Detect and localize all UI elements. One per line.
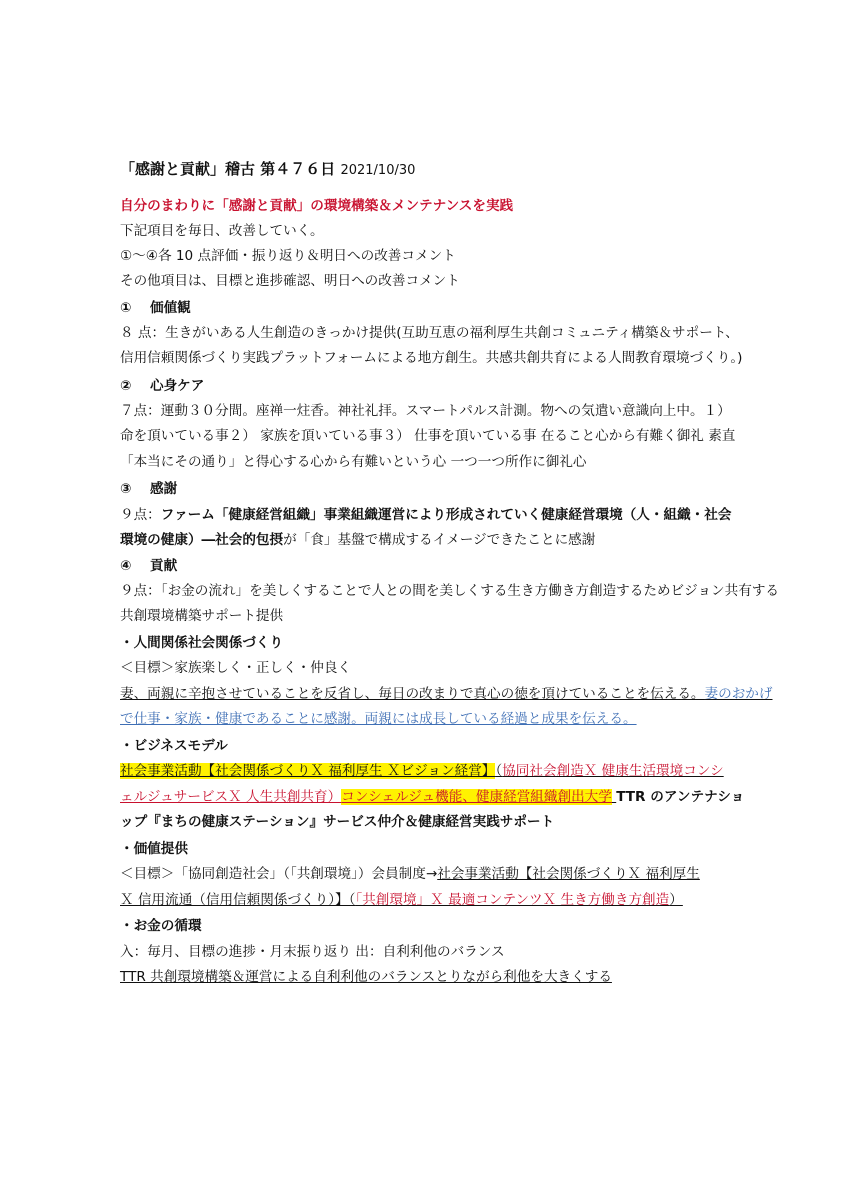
value-trust: Ｘ 信用流通（信用信頼関係づくり）】（ (120, 892, 356, 908)
value-heading: ・価値提供 (120, 841, 188, 857)
business-line-1 (120, 762, 724, 780)
business-line-3: ップ『まちの健康ステーション』サービス仲介＆健康経営実践サポート (120, 814, 555, 830)
relations-text: 妻、両親に辛抱させていることを反省し、毎日の改まりで真心の徳を頂けていることを伝える。 (120, 686, 705, 702)
relations-heading: ・人間関係社会関係づくり (120, 635, 284, 651)
care-line-1: ７点：運動３０分間。座禅一炷香。神社礼拝。スマートパルス計測。物への気遣い意識向上中。１） (120, 403, 731, 419)
value-activity: 社会事業活動【社会関係づくりＸ 福利厚生 (437, 866, 700, 882)
business-line-2 (120, 788, 744, 806)
page-title (120, 160, 415, 180)
section-heading-text: 感謝 (150, 481, 178, 497)
section-heading-gratitude (120, 480, 177, 498)
gratitude-bold-1: ファーム「健康経営組織」事業組織運営により形成されていく健康経営環境（人・組織・社会 (160, 507, 732, 523)
contribution-line-1: ９点：「お金の流れ」を美しくすることで人との間を美しくする生き方働き方創造するためビジョン共有する (120, 583, 780, 599)
business-red-1: 協同社会創造Ｘ 健康生活環境コンシ (502, 763, 724, 779)
intro-line-1: 下記項目を毎日、改善していく。 (120, 223, 324, 239)
gratitude-line-1 (120, 506, 731, 524)
money-heading: ・お金の循環 (120, 918, 202, 934)
intro-line-3: その他項目は、目標と進捗確認、明日への改善コメント (120, 273, 460, 289)
relations-goal: ＜目標＞家族楽しく・正しく・仲良く (120, 660, 352, 676)
title-date: 2021/10/30 (340, 163, 416, 178)
value-line-1 (120, 865, 700, 883)
section-heading-text: 価値観 (150, 300, 191, 316)
value-line-2 (120, 891, 683, 909)
business-paren: （ (495, 763, 503, 779)
value-goal: ＜目標＞「協同創造社会」（「共創環境」）会員制度→ (120, 866, 438, 882)
value-close: ） (669, 892, 683, 908)
business-ttr: TTR のアンテナショ (616, 789, 745, 805)
money-line-1: 入：毎月、目標の進捗・月末振り返り 出：自利利他のバランス (120, 944, 505, 960)
gratitude-bold-2: 環境の健康）―社会的包摂 (120, 532, 284, 548)
care-line-2: 命を頂いている事２） 家族を頂いている事３） 仕事を頂いている事 在ること心から有難く御礼 素直 (120, 428, 736, 444)
relations-line-2: で仕事・家族・健康であることに感謝。両親には成長している経過と成果を伝える。 (120, 711, 637, 727)
business-heading: ・ビジネスモデル (120, 738, 228, 754)
gratitude-rest: が「食」基盤で構成するイメージできたことに感謝 (283, 532, 596, 548)
business-highlight-2: コンシェルジュ機能、健康経営組織創出大学 (341, 789, 612, 805)
intro-line-2: ①～④各 10 点評価・振り返り＆明日への改善コメント (120, 248, 456, 264)
business-highlight-1: 社会事業活動【社会関係づくりＸ 福利厚生 Ｘビジョン経営】 (120, 763, 496, 779)
theme-line: 自分のまわりに「感謝と貢献」の環境構築＆メンテナンスを実践 (120, 198, 514, 214)
section-number: ④ (120, 558, 132, 574)
section-number: ③ (120, 481, 132, 497)
section-number: ① (120, 300, 132, 316)
section-number: ② (120, 378, 132, 394)
gratitude-line-2 (120, 531, 595, 549)
section-heading-text: 貢献 (150, 558, 178, 574)
values-line-1: ８ 点：生きがいある人生創造のきっかけ提供(互助互恵の福利厚生共創コミュニティ構築＆サポート、 (120, 325, 739, 341)
value-red: 「共創環境」Ｘ 最適コンテンツＸ 生き方働き方創造 (355, 892, 670, 908)
gratitude-score: ９点： (120, 507, 161, 523)
business-red-2: ェルジュサービスＸ 人生共創共育） (120, 789, 342, 805)
section-heading-values (120, 299, 191, 317)
contribution-line-2: 共創環境構築サポート提供 (120, 608, 284, 624)
title-text: 「感謝と貢献」稽古 第４７６日 (120, 160, 336, 178)
values-line-2: 信用信頼関係づくり実践プラットフォームによる地方創生。共感共創共育による人間教育環境づくり。) (120, 350, 743, 366)
section-heading-contribution (120, 557, 177, 575)
section-heading-care (120, 377, 204, 395)
relations-line-1 (120, 685, 773, 703)
care-line-3: 「本当にその通り」と得心する心から有難いという心 一つ一つ所作に御礼心 (120, 454, 587, 470)
money-line-2: TTR 共創環境構築＆運営による自利利他のバランスとりながら利他を大きくする (120, 969, 612, 985)
relations-text-blue: 妻のおかげ (704, 686, 773, 702)
section-heading-text: 心身ケア (150, 378, 205, 394)
